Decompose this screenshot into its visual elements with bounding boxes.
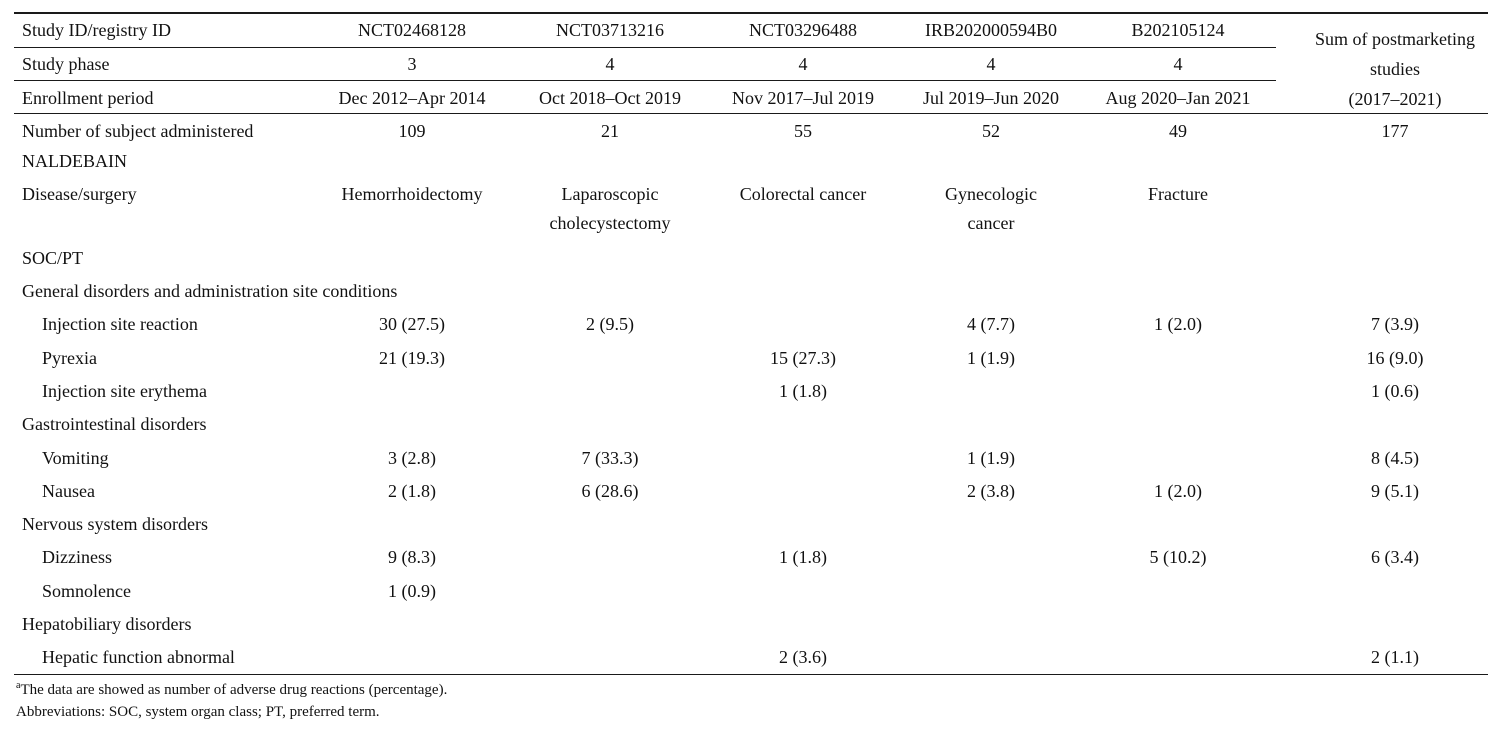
subject-count-sum: 177	[1381, 121, 1409, 141]
disease-surgery-line2: cancer	[967, 213, 1015, 233]
row-label-disease-surgery: Disease/surgery	[22, 184, 137, 204]
row-label-study-id: Study ID/registry ID	[22, 20, 171, 40]
study-value-cell: 30 (27.5)	[379, 314, 445, 335]
soc-category-label: Gastrointestinal disorders	[22, 414, 207, 435]
disease-surgery: Fracture	[1148, 184, 1208, 204]
study-id: NCT02468128	[358, 20, 466, 40]
soc-category-label: General disorders and administration site conditions	[22, 281, 398, 301]
disease-surgery: Laparoscopic	[561, 184, 659, 204]
study-value-cell: 1 (2.0)	[1154, 314, 1202, 335]
study-value-cell: 1 (1.9)	[967, 447, 1015, 468]
enrollment-period: Dec 2012–Apr 2014	[338, 88, 486, 108]
preferred-term-label: Pyrexia	[42, 347, 97, 368]
study-phase: 3	[407, 54, 417, 74]
sum-value-cell: 1 (0.6)	[1371, 380, 1419, 401]
study-id: B202105124	[1131, 20, 1225, 40]
subject-count: 55	[794, 121, 812, 141]
sum-column-title-line2: studies	[1369, 59, 1421, 79]
footnote-abbreviations: Abbreviations: SOC, system organ class; PT, preferred term.	[16, 704, 380, 720]
enrollment-period: Nov 2017–Jul 2019	[731, 88, 875, 108]
soc-category-label: Nervous system disorders	[22, 514, 208, 535]
preferred-term-label: Dizziness	[42, 547, 112, 568]
row-label-enrollment-period: Enrollment period	[22, 88, 154, 108]
sum-value-cell: 16 (9.0)	[1366, 347, 1424, 368]
preferred-term-label: Injection site reaction	[42, 314, 198, 335]
enrollment-separator-rule	[14, 80, 1276, 81]
study-value-cell: 6 (28.6)	[581, 480, 639, 501]
row-label-subjects: Number of subject administered	[22, 121, 254, 141]
study-id: NCT03296488	[749, 20, 857, 40]
study-id: NCT03713216	[556, 20, 664, 40]
sum-value-cell: 2 (1.1)	[1371, 647, 1419, 668]
preferred-term-label: Nausea	[42, 480, 95, 501]
study-value-cell: 5 (10.2)	[1149, 547, 1207, 568]
study-phase: 4	[605, 54, 615, 74]
table-bottom-rule	[14, 674, 1488, 675]
preferred-term-label: Vomiting	[42, 447, 109, 468]
disease-surgery: Colorectal cancer	[739, 184, 867, 204]
top-rule	[14, 12, 1488, 14]
row-label-subjects-drug: NALDEBAIN	[22, 151, 127, 171]
study-value-cell: 1 (0.9)	[388, 580, 436, 601]
study-value-cell: 2 (3.6)	[779, 647, 827, 668]
study-value-cell: 15 (27.3)	[770, 347, 836, 368]
header-bottom-rule	[14, 113, 1488, 114]
sum-value-cell: 8 (4.5)	[1371, 447, 1419, 468]
preferred-term-label: Hepatic function abnormal	[42, 647, 235, 668]
study-phase: 4	[986, 54, 996, 74]
study-value-cell: 4 (7.7)	[967, 314, 1015, 335]
preferred-term-label: Somnolence	[42, 580, 131, 601]
study-value-cell: 2 (9.5)	[586, 314, 634, 335]
study-phase: 4	[798, 54, 808, 74]
study-value-cell: 7 (33.3)	[581, 447, 639, 468]
study-value-cell: 1 (1.8)	[779, 380, 827, 401]
study-value-cell: 9 (8.3)	[388, 547, 436, 568]
study-value-cell: 3 (2.8)	[388, 447, 436, 468]
study-value-cell: 21 (19.3)	[379, 347, 445, 368]
subject-count: 49	[1169, 121, 1187, 141]
footnote-data-note	[16, 680, 447, 700]
study-value-cell: 1 (1.9)	[967, 347, 1015, 368]
preferred-term-label: Injection site erythema	[42, 380, 207, 401]
study-value-cell: 2 (1.8)	[388, 480, 436, 501]
study-value-cell: 2 (3.8)	[967, 480, 1015, 501]
study-value-cell: 1 (2.0)	[1154, 480, 1202, 501]
study-phase: 4	[1173, 54, 1183, 74]
footnote-marker: a	[16, 680, 21, 691]
disease-surgery: Hemorrhoidectomy	[341, 184, 483, 204]
sum-value-cell: 7 (3.9)	[1371, 314, 1419, 335]
sum-column-title: Sum of postmarketing	[1315, 29, 1475, 49]
sum-value-cell: 6 (3.4)	[1371, 547, 1419, 568]
subject-count: 52	[982, 121, 1000, 141]
enrollment-period: Aug 2020–Jan 2021	[1105, 88, 1251, 108]
enrollment-period: Oct 2018–Oct 2019	[539, 88, 681, 108]
study-id: IRB202000594B0	[924, 20, 1058, 40]
enrollment-period: Jul 2019–Jun 2020	[922, 88, 1060, 108]
phase-separator-rule	[14, 47, 1276, 48]
sum-column-title-line3: (2017–2021)	[1348, 89, 1442, 109]
disease-surgery: Gynecologic	[945, 184, 1037, 204]
soc-category-label: Hepatobiliary disorders	[22, 614, 192, 634]
footnote-note-text: The data are showed as number of adverse drug reactions (percentage).	[20, 682, 448, 698]
subject-count: 109	[398, 121, 426, 141]
soc-pt-label: SOC/PT	[22, 248, 84, 268]
disease-surgery-line2: cholecystectomy	[549, 213, 671, 233]
sum-value-cell: 9 (5.1)	[1371, 480, 1419, 501]
subject-count: 21	[601, 121, 619, 141]
study-value-cell: 1 (1.8)	[779, 547, 827, 568]
row-label-study-phase: Study phase	[22, 54, 110, 74]
